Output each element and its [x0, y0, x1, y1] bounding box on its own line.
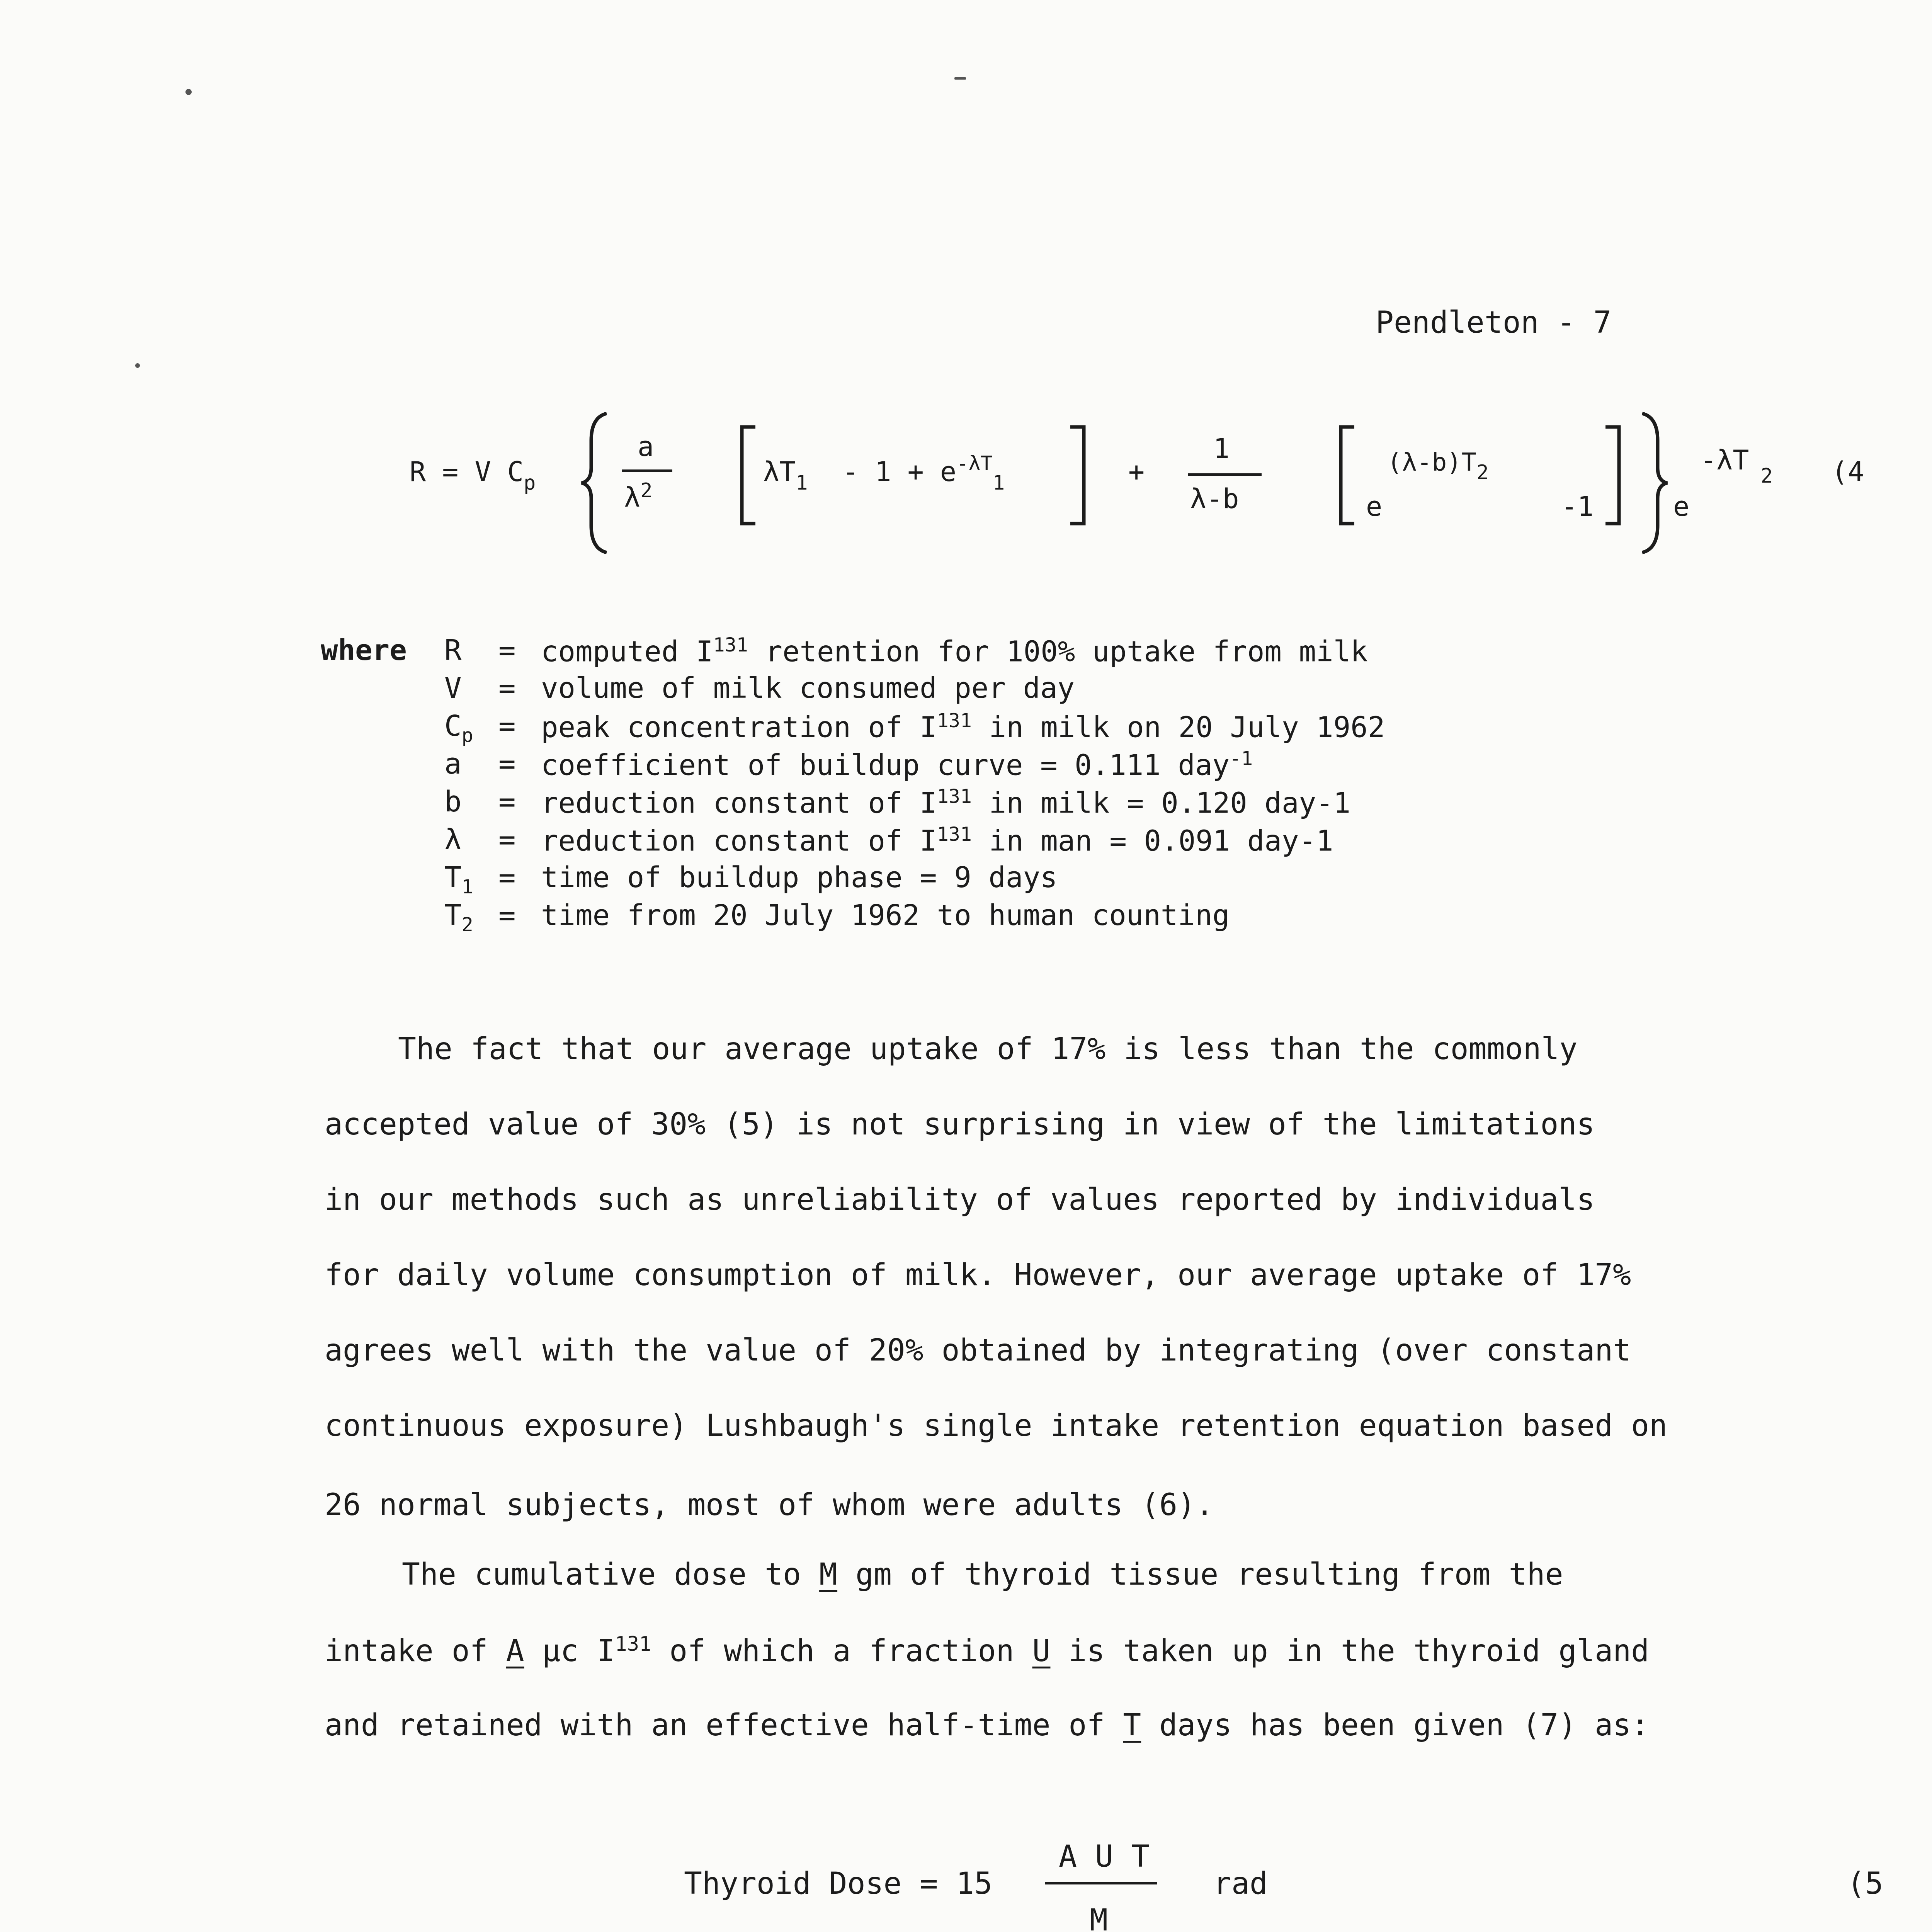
para1-line: accepted value of 30% (5) is not surprising in view of the limitations: [325, 1107, 1595, 1142]
right-brace: [1634, 410, 1669, 556]
definition-row: [425, 785, 1893, 822]
equals-sign: =: [498, 672, 516, 705]
definition-symbol: $T_1$: [444, 861, 473, 898]
para1-line: 26 normal subjects, most of whom were adults (6).: [325, 1488, 1214, 1522]
frac1-numerator: a: [638, 431, 654, 463]
definition-row: [425, 747, 1893, 784]
bracket2-right: [1600, 425, 1623, 526]
eq5-numerator: A U T: [1059, 1839, 1150, 1874]
frac2-denominator: λ-b: [1190, 483, 1239, 515]
scan-speck: [954, 77, 966, 80]
frac2-numerator: 1: [1213, 433, 1230, 464]
para1-line: continuous exposure) Lushbaugh's single intake retention equation based on: [325, 1408, 1668, 1443]
definition-text: time from 20 July 1962 to human counting: [541, 899, 1230, 932]
definition-symbol: $T_2$: [444, 899, 473, 936]
para2-line-1: The cumulative dose to M gm of thyroid tissue resulting from the: [402, 1557, 1563, 1592]
definition-symbol: b: [444, 785, 462, 818]
eq5-unit: rad: [1213, 1866, 1268, 1901]
bracket2-e: e: [1366, 491, 1383, 522]
equals-sign: =: [498, 747, 516, 781]
definition-symbol: λ: [444, 823, 462, 856]
eq4-plus: +: [1128, 456, 1145, 488]
bracket2-left: [1337, 425, 1360, 526]
where-label: where: [321, 634, 407, 667]
para2-line-3: and retained with an effective half-time of T days has been given (7) as:: [325, 1708, 1650, 1743]
equals-sign: =: [498, 634, 516, 667]
bracket1-left: [738, 425, 761, 526]
eq4-lhs: R = V $C_p$: [410, 456, 536, 495]
definition-text: peak concentration of $I^{131}$ in milk on 20 July 1962: [541, 709, 1385, 744]
bracket1-term-a: $\lambda T_1$: [763, 456, 808, 495]
definition-row: [425, 823, 1893, 860]
scan-speck: [135, 363, 140, 368]
definition-text: reduction constant of $I^{131}$ in man = 0.091 day-1: [541, 823, 1333, 858]
definition-symbol: a: [444, 747, 462, 781]
para1-line: The fact that our average uptake of 17% is less than the commonly: [398, 1032, 1578, 1066]
bracket1-term-b: - $1 + e^{-\lambda T}_1$: [842, 452, 1005, 495]
definition-row: [425, 861, 1893, 898]
equals-sign: =: [498, 899, 516, 932]
equation-4-number: (4: [1832, 456, 1864, 488]
page-number-header: Pendleton - 7: [1376, 305, 1612, 340]
para1-line: agrees well with the value of 20% obtained by integrating (over constant: [325, 1333, 1631, 1368]
definition-row: [425, 634, 1893, 671]
definition-symbol: $C_p$: [444, 709, 473, 747]
bracket1-right: [1065, 425, 1088, 526]
definition-text: reduction constant of $I^{131}$ in milk = 0.120 day-1: [541, 785, 1351, 820]
equals-sign: =: [498, 709, 516, 743]
definition-text: computed $I^{131}$ retention for 100% uptake from milk: [541, 634, 1368, 668]
left-brace: [580, 410, 614, 556]
trail-exponent: -λT $_2$: [1700, 444, 1773, 488]
eq5-lhs: Thyroid Dose = 15: [684, 1866, 993, 1901]
equals-sign: =: [498, 861, 516, 894]
definition-text: time of buildup phase = 9 days: [541, 861, 1058, 894]
para1-line: for daily volume consumption of milk. However, our average uptake of 17%: [325, 1258, 1631, 1293]
para2-line-2: intake of A μc $I^{131}$ of which a fraction U is taken up in the thyroid gland: [325, 1633, 1650, 1668]
definition-row: [425, 709, 1893, 747]
equation-5-number: (5: [1847, 1866, 1883, 1901]
bracket2-exponent: $(\lambda-b)T_2$: [1387, 448, 1489, 484]
definition-text: coefficient of buildup curve = 0.111 day$^{-1}$: [541, 747, 1253, 782]
para1-line: in our methods such as unreliability of values reported by individuals: [325, 1182, 1595, 1217]
eq5-denominator: M: [1090, 1903, 1108, 1932]
bracket2-minus-one: -1: [1561, 491, 1594, 522]
equals-sign: =: [498, 785, 516, 818]
definition-row: [425, 899, 1893, 936]
scan-speck: [185, 89, 192, 95]
definition-text: volume of milk consumed per day: [541, 672, 1075, 705]
trail-e: e: [1673, 491, 1690, 522]
eq5-bar: [1045, 1882, 1157, 1884]
definition-symbol: R: [444, 634, 462, 667]
frac1-denominator: $\lambda^2$: [624, 479, 653, 514]
definition-symbol: V: [444, 672, 462, 705]
equals-sign: =: [498, 823, 516, 856]
frac1-bar: [622, 469, 672, 472]
equation-4: [0, 0, 1932, 618]
definition-row: [425, 672, 1893, 709]
frac2-bar: [1188, 473, 1262, 476]
